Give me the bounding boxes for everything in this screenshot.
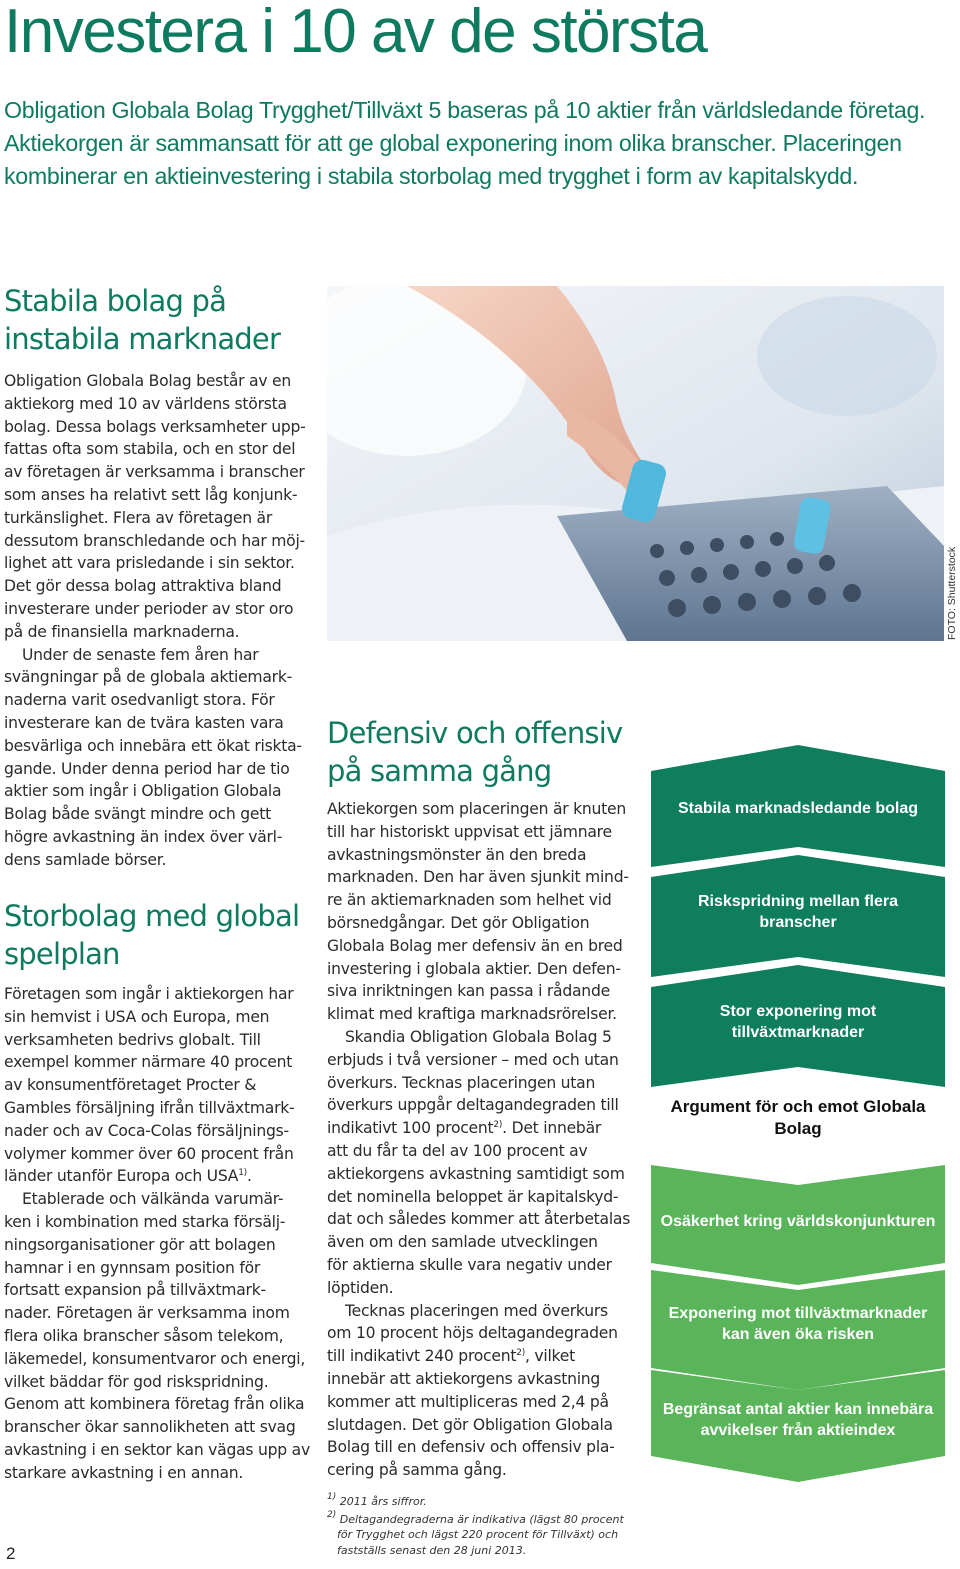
section-heading: Stabila bolag på instabila marknader	[4, 284, 281, 356]
footnote-2: $^{2)}$ Deltagandegraderna är indikativa (lägst 80 procent	[327, 1509, 624, 1526]
page-number: 2	[6, 1544, 16, 1563]
footnotes: $^{1)}$ 2011 års siffror. $^{2)}$ Deltagandegraderna är indikativa (lägst 80 procent för Trygghet och lägst 220 procent för Tillväxt) och fastställs senast den 28 juni 2013.	[327, 1494, 657, 1558]
section-stabila	[4, 282, 309, 872]
footnote-1: $^{1)}$ 2011 års siffror.	[327, 1492, 427, 1508]
intro-line: Obligation Globala Bolag Trygghet/Tillväxt 5 baseras på 10 aktier från världsledande företag.	[4, 97, 926, 123]
intro-text	[4, 94, 954, 193]
argument-for-box: Riskspridning mellan flera branscher	[651, 855, 945, 977]
intro-line: Aktiekorgen är sammansatt för att ge global exponering inom olika branscher. Placeringen	[4, 130, 902, 156]
argument-against-box: Exponering mot tillväxtmarknader kan även öka risken	[651, 1270, 945, 1390]
argument-center-label: Argument för och emot Globala Bolag	[670, 1097, 926, 1138]
argument-against-box: Begränsat antal aktier kan innebära avvikelser från aktieindex	[651, 1370, 945, 1482]
section-body: Företagen som ingår i aktiekorgen har sin hemvist i USA och Europa, men verksamheten bedrivs globalt. Till exempel kommer närmare 40 procent av konsumentföretaget Procter & Gambles försäljning ifrån tillväxtmark- nader och av Coca-Colas försäljnings- volymer kommer över 60 procent från länder utanför Europa och USA$^{1)}$. Etablerade och välkända varumär- ken i kombination med starka försälj- ningsorganisationer gör att bolagen hamnar i en gynnsam position för fortsatt expansion på tillväxtmark- nader. Företagen är verksamma inom flera olika branscher såsom telekom, läkemedel, konsumentvaror och energi, vilket bäddar för god riskspridning. Genom att kombinera företag från olika branscher ökar sannolikheten att svag avkastning i en sektor kan vägas upp av starkare avkastning i en annan.	[4, 985, 310, 1482]
footnote-ref: 2)	[493, 1120, 503, 1131]
lab-photo	[327, 286, 944, 641]
argument-for-box: Stor exponering mot tillväxtmarknader	[651, 965, 945, 1087]
page-title: Investera i 10 av de största	[4, 0, 707, 66]
section-body: Aktiekorgen som placeringen är knuten till har historiskt uppvisat ett jämnare avkastningsmönster än den breda marknaden. Den har även sjunkit mind- re än aktiemarknaden som helhet vid börsnedgångar. Det gör Obligation Globala Bolag mer defensiv än en bred investering i globala aktier. Den defen- siva inriktningen kan passa i rådande klimat med kraftiga marknadsrörelser. Skandia Obligation Globala Bolag 5 erbjuds i två versioner – med och utan överkurs. Tecknas placeringen utan överkurs uppgår deltagandegraden till indikativt 100 procent$^{2)}$. Det innebär att du får ta del av 100 procent av aktiekorgens avkastning samtidigt som det nominella beloppet är kapitalskyd- dat och således kommer att återbetalas även om den samlade utvecklingen för aktierna skulle vara negativ under löptiden. Tecknas placeringen med överkurs om 10 procent höjs deltagandegraden till indikativt 240 procent$^{2)}$, vilket innebär att aktiekorgens avkastning kommer att multipliceras med 2,4 på slutdagen. Det gör Obligation Globala Bolag till en defensiv och offensiv pla- cering på samma gång.	[327, 800, 631, 1480]
footnote-ref: 1)	[238, 1168, 247, 1179]
photo-credit: FOTO: Shutterstock	[946, 546, 958, 640]
argument-for-box: Stabila marknadsledande bolag	[651, 745, 945, 867]
section-defensiv	[327, 714, 637, 1482]
section-heading: Defensiv och offensiv på samma gång	[327, 716, 623, 788]
intro-line: kombinerar en aktieinvestering i stabila storbolag med trygghet i form av kapitalskydd.	[4, 163, 859, 189]
lab-photo-illustration	[327, 286, 944, 641]
section-storbolag	[4, 897, 309, 1485]
section-body: Obligation Globala Bolag består av en aktiekorg med 10 av världens största bolag. Dessa bolags verksamheter upp- fattas ofta som stabila, och en stor del av företagen är verksamma i branscher som anses ha relativt sett låg konjunk- turkänslighet. Flera av företagen är dessutom branschledande och har möj- lighet att vara prisledande i sin sektor. Det gör dessa bolag attraktiva bland investerare under perioder av stor oro på de finansiella marknaderna. Under de senaste fem åren har svängningar på de globala aktiemark- naderna varit osedvanligt stora. För investerare kan de tvära kasten vara besvärliga och innebära ett ökat riskta- gande. Under denna period har de tio aktier som ingår i Obligation Globala Bolag både svängt mindre och gett högre avkastning än index över värl- dens samlade börser.	[4, 372, 306, 869]
footnote-ref: 2)	[516, 1348, 525, 1359]
argument-against-box: Osäkerhet kring världskonjunkturen	[651, 1165, 945, 1285]
section-heading: Storbolag med global spelplan	[4, 899, 300, 971]
